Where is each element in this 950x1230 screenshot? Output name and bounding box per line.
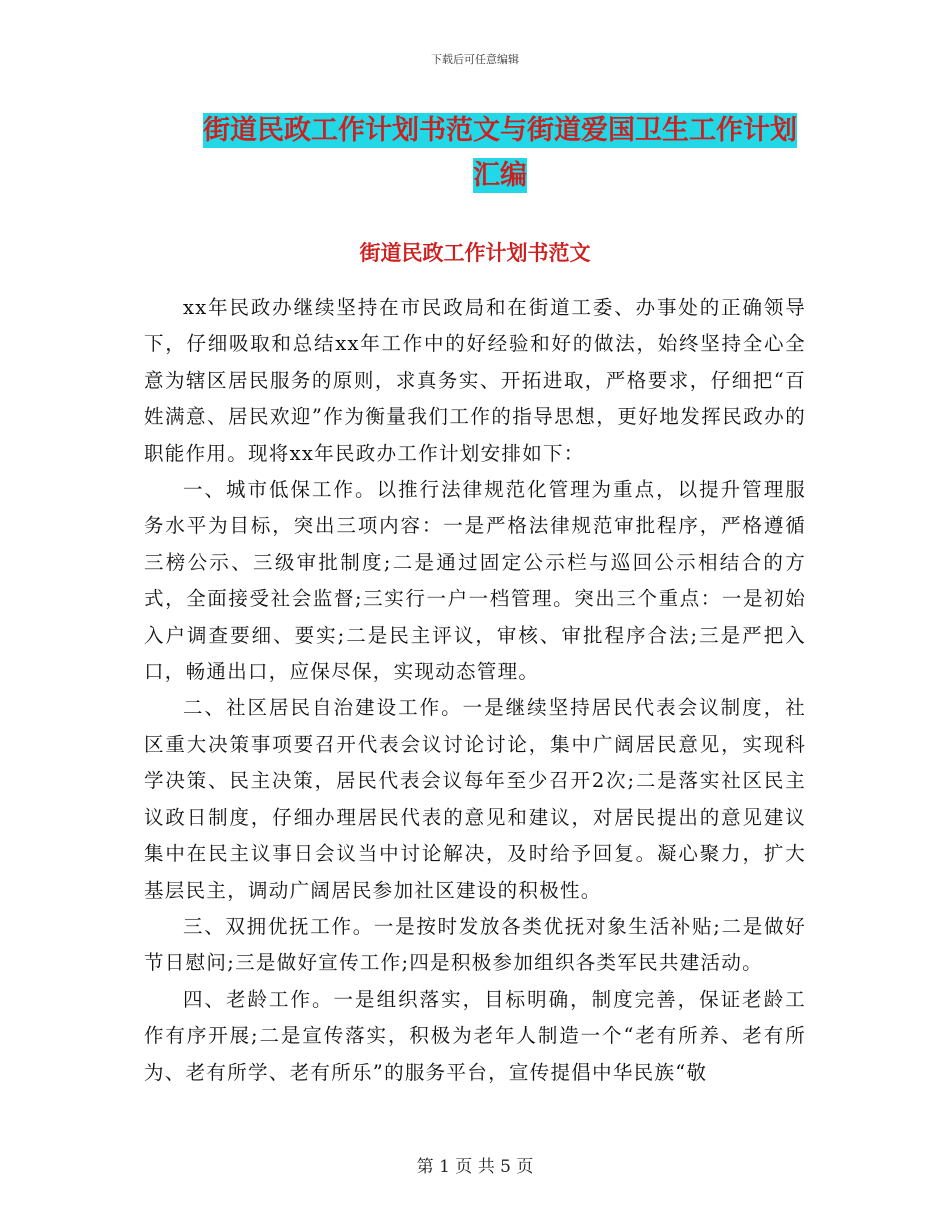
paragraph-elderly-work: 四、老龄工作。一是组织落实，目标明确，制度完善，保证老龄工作有序开展;二是宣传落实，积极为老年人制造一个“老有所养、老有所为、老有所学、老有所乐”的服务平台，宣传提倡中华民族“敬 bbox=[144, 987, 806, 1084]
section-title: 街道民政工作计划书范文 bbox=[359, 240, 591, 265]
document-body bbox=[144, 290, 806, 1091]
paragraph-urban-subsistence: 一、城市低保工作。以推行法律规范化管理为重点，以提升管理服务水平为目标，突出三项内容：一是严格法律规范审批程序，严格遵循三榜公示、三级审批制度;二是通过固定公示栏与巡回公示相结合的方式，全面接受社会监督;三实行一户一档管理。突出三个重点：一是初始入户调查要细、要实;二是民主评议，审核、审批程序合法;三是严把入口，畅通出口，应保尽保，实现动态管理。 bbox=[144, 478, 806, 684]
document-title-text: 街道民政工作计划书范文与街道爱国卫生工作计划汇编 bbox=[203, 115, 797, 191]
paragraph-military-support: 三、双拥优抚工作。一是按时发放各类优抚对象生活补贴;二是做好节日慰问;三是做好宣传工作;四是积极参加组织各类军民共建活动。 bbox=[144, 914, 806, 975]
page-number-footer: 第 1 页 共 5 页 bbox=[416, 1157, 534, 1177]
paragraph-community-autonomy: 二、社区居民自治建设工作。一是继续坚持居民代表会议制度，社区重大决策事项要召开代表会议讨论讨论，集中广阔居民意见，实现科学决策、民主决策，居民代表会议每年至少召开2次;二是落实社区民主议政日制度，仔细办理居民代表的意见和建议，对居民提出的意见建议集中在民主议事日会议当中讨论解决，及时给予回复。凝心聚力，扩大基层民主，调动广阔居民参加社区建设的积极性。 bbox=[144, 696, 806, 902]
page-header-note: 下载后可任意编辑 bbox=[431, 53, 519, 66]
document-title bbox=[190, 108, 810, 198]
paragraph-intro: xx年民政办继续坚持在市民政局和在街道工委、办事处的正确领导下，仔细吸取和总结xx年工作中的好经验和好的做法，始终坚持全心全意为辖区居民服务的原则，求真务实、开拓进取，严格要求，仔细把“百姓满意、居民欢迎”作为衡量我们工作的指导思想，更好地发挥民政办的职能作用。现将xx年民政办工作计划安排如下： bbox=[144, 296, 806, 465]
